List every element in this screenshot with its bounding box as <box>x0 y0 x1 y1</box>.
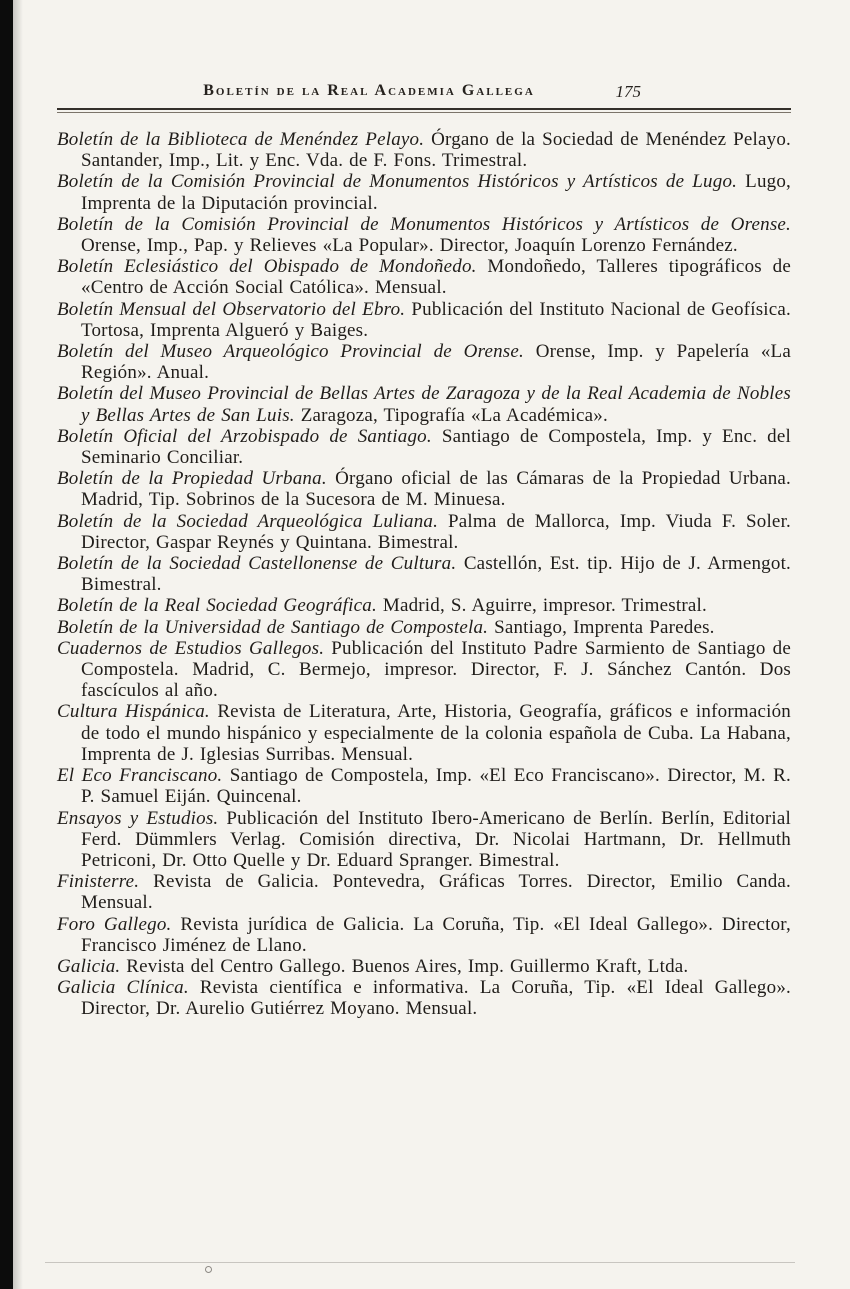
bibliography-entry <box>57 129 791 171</box>
bibliography-entry <box>57 765 791 807</box>
page-number: 175 <box>615 82 641 101</box>
entry-title: Ensayos y Estudios. <box>57 807 227 829</box>
entry-title: Boletín de la Propiedad Urbana. <box>57 468 336 490</box>
entry-body: Santiago, Imprenta Paredes. <box>494 616 715 638</box>
entry-body: Madrid, S. Aguirre, impresor. Trimestral. <box>382 595 707 617</box>
entry-title: Boletín de la Biblioteca de Menéndez Pelayo. <box>57 129 432 150</box>
entry-title: Boletín de la Sociedad Castellonense de Cultura. <box>57 553 464 575</box>
entry-title: Boletín del Museo Arqueológico Provincial de Orense. <box>57 341 536 363</box>
entry-body: Revista jurídica de Galicia. La Coruña, Tip. «El Ideal Gallego». Director, Francisco Jiménez de Llano. <box>81 913 791 956</box>
bibliography-entry <box>57 617 791 638</box>
entry-body: Orense, Imp. y Papelería «La Región». Anual. <box>81 341 791 384</box>
entry-title: Boletín Eclesiástico del Obispado de Mondoñedo. <box>57 256 488 278</box>
entry-body: Publicación del Instituto Nacional de Geofísica. Tortosa, Imprenta Algueró y Baiges. <box>81 298 791 341</box>
entry-body: Publicación del Instituto Ibero-Americano de Berlín. Berlín, Editorial Ferd. Dümmlers Verlag. Comisión directiva, Dr. Nicolai Hartmann, Dr. Hellmuth Petriconi, Dr. Otto Quelle y Dr. Eduard Spranger. Bimestral. <box>81 807 792 871</box>
entry-title: Boletín de la Comisión Provincial de Monumentos Históricos y Artísticos de Lugo. <box>57 171 746 193</box>
entry-title: Cuadernos de Estudios Gallegos. <box>57 637 332 659</box>
entry-body: Revista de Galicia. Pontevedra, Gráficas Torres. Director, Emilio Canda. Mensual. <box>81 871 792 914</box>
entry-title: Cultura Hispánica. <box>57 701 218 723</box>
entry-title: Boletín de la Universidad de Santiago de Compostela. <box>57 616 495 638</box>
bibliography-entry <box>57 214 791 256</box>
entry-body: Zaragoza, Tipografía «La Académica». <box>300 404 608 426</box>
bottom-scan-line <box>45 1262 795 1263</box>
entry-body: Santiago de Compostela, Imp. «El Eco Franciscano». Director, M. R. P. Samuel Eiján. Quincenal. <box>81 765 791 808</box>
bottom-scan-speck <box>205 1266 212 1273</box>
bibliography-entry <box>57 171 791 213</box>
bibliography-entry <box>57 299 791 341</box>
bibliography-entry <box>57 553 791 595</box>
entry-body: Órgano oficial de las Cámaras de la Propiedad Urbana. Madrid, Tip. Sobrinos de la Sucesora de M. Minuesa. <box>81 468 791 511</box>
entry-body: Revista de Literatura, Arte, Historia, Geografía, gráficos e información de todo el mundo hispánico y especialmente de la colonia española de Cuba. La Habana, Imprenta de J. Iglesias Surribas. Mensual. <box>81 701 791 765</box>
entry-title: Boletín Oficial del Arzobispado de Santiago. <box>57 425 442 447</box>
entry-title: Boletín de la Comisión Provincial de Monumentos Históricos y Artísticos de Orense. <box>57 213 791 235</box>
entry-title: El Eco Franciscano. <box>57 765 230 787</box>
entry-title: Boletín del Museo Provincial de Bellas Artes de Zaragoza y de la Real Academia de Nobles y Bellas Artes de San Luis. <box>57 383 791 426</box>
header-rule <box>57 108 791 113</box>
entry-title: Boletín de la Real Sociedad Geográfica. <box>57 595 383 617</box>
bibliography-entry <box>57 595 791 616</box>
bibliography-entry <box>57 468 791 510</box>
running-header-title: Boletín de la Real Academia Gallega <box>203 82 535 99</box>
bibliography-entry <box>57 341 791 383</box>
page-header <box>57 82 791 106</box>
bibliography-entry <box>57 383 791 425</box>
scan-left-edge-shadow <box>13 0 23 1289</box>
bibliography-entry <box>57 914 791 956</box>
entry-body: Publicación del Instituto Padre Sarmiento de Santiago de Compostela. Madrid, C. Bermejo, impresor. Director, F. J. Sánchez Cantón. Dos fascículos al año. <box>81 637 791 702</box>
entry-title: Boletín de la Sociedad Arqueológica Luliana. <box>57 510 449 532</box>
bibliography-entry <box>57 256 791 298</box>
entry-title: Galicia. <box>57 955 127 977</box>
bibliography-entry <box>57 701 791 765</box>
page <box>57 0 791 1020</box>
entry-body: Mondoñedo, Talleres tipográficos de «Centro de Acción Social Católica». Mensual. <box>81 256 791 299</box>
entry-body: Palma de Mallorca, Imp. Viuda F. Soler. Director, Gaspar Reynés y Quintana. Bimestral. <box>81 510 791 553</box>
entry-body: Revista del Centro Gallego. Buenos Aires, Imp. Guillermo Kraft, Ltda. <box>126 955 689 977</box>
entry-list <box>57 129 791 1020</box>
bibliography-entry <box>57 638 791 702</box>
entry-body: Lugo, Imprenta de la Diputación provincial. <box>81 171 791 214</box>
bibliography-entry <box>57 871 791 913</box>
entry-body: Santiago de Compostela, Imp. y Enc. del Seminario Conciliar. <box>81 425 791 469</box>
entry-body: Revista científica e informativa. La Coruña, Tip. «El Ideal Gallego». Director, Dr. Aurelio Gutiérrez Moyano. Mensual. <box>81 977 791 1020</box>
entry-title: Boletín Mensual del Observatorio del Ebro. <box>57 298 412 320</box>
bibliography-entry <box>57 956 791 977</box>
entry-title: Galicia Clínica. <box>57 977 200 999</box>
scan-left-edge <box>0 0 13 1289</box>
entry-body: Castellón, Est. tip. Hijo de J. Armengot. Bimestral. <box>81 553 791 596</box>
entry-title: Foro Gallego. <box>57 913 181 935</box>
bibliography-entry <box>57 426 791 468</box>
entry-title: Finisterre. <box>57 871 154 893</box>
bibliography-entry <box>57 511 791 553</box>
entry-body: Órgano de la Sociedad de Menéndez Pelayo. Santander, Imp., Lit. y Enc. Vda. de F. Fons. Trimestral. <box>81 129 791 172</box>
bibliography-entry <box>57 977 791 1019</box>
bibliography-entry <box>57 808 791 872</box>
entry-body: Orense, Imp., Pap. y Relieves «La Popular». Director, Joaquín Lorenzo Fernández. <box>81 235 738 257</box>
